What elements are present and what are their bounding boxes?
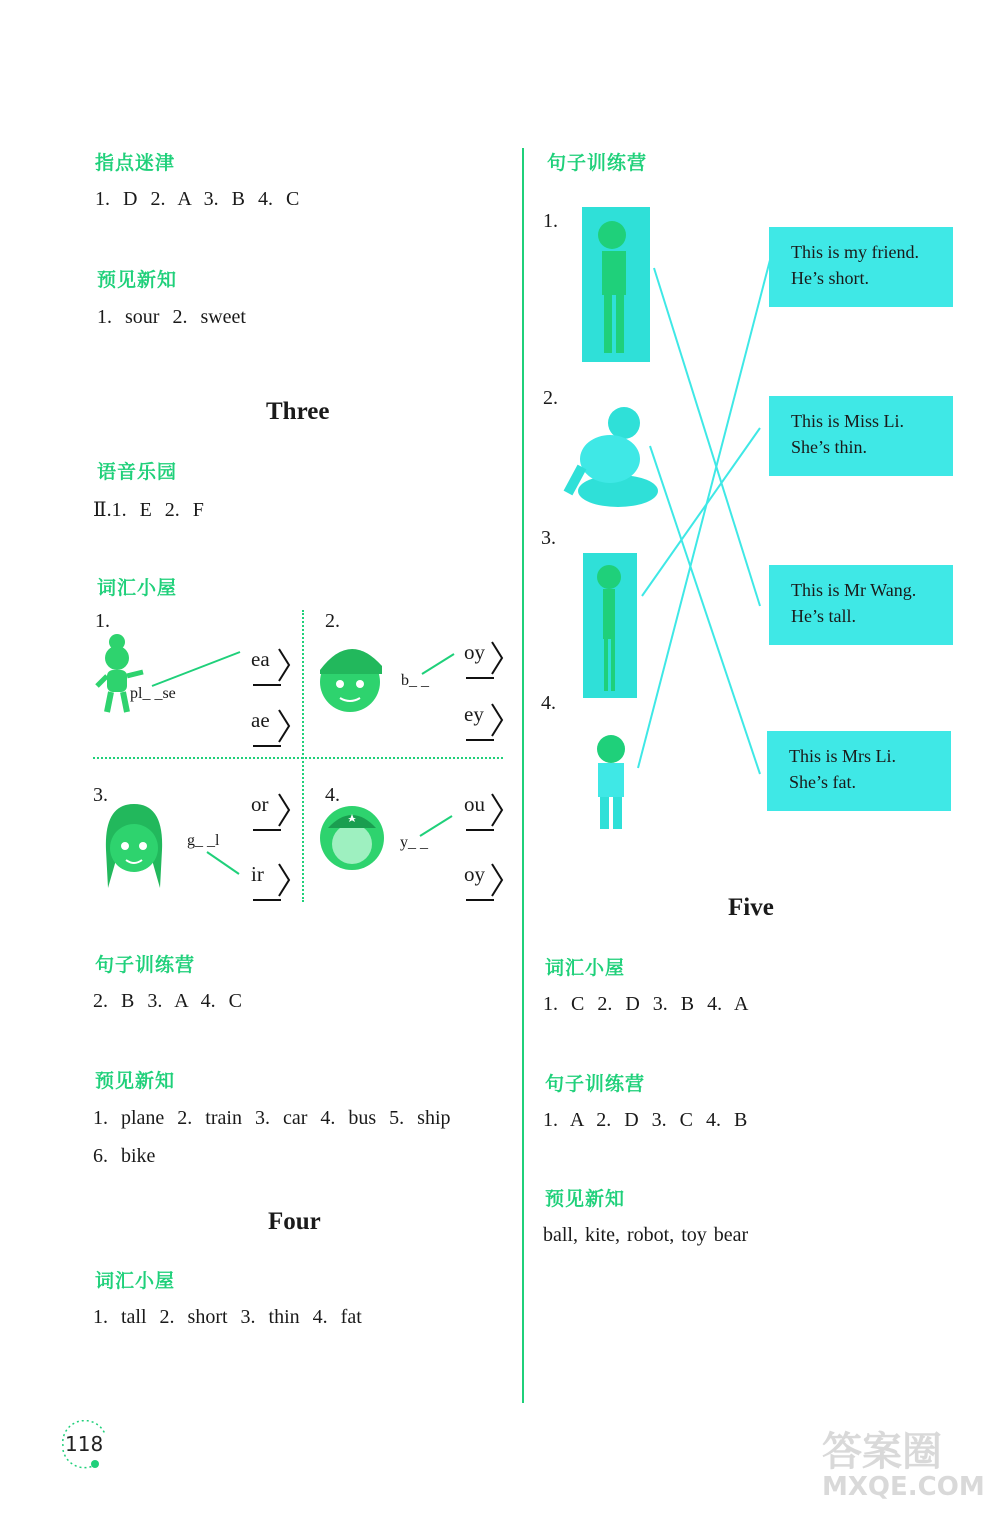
option-text: ae — [251, 708, 270, 732]
item-number: 1. — [95, 610, 110, 632]
answers-yujian-3-line1: 1. plane 2. train 3. car 4. bus 5. ship — [93, 1107, 451, 1129]
option-text: oy — [464, 862, 485, 886]
match-line — [205, 848, 249, 882]
heading-juzi-right: 句子训练营 — [547, 152, 648, 174]
figure-number: 3. — [541, 527, 556, 549]
heading-juzi-3: 句子训练营 — [95, 954, 196, 976]
unit-title-four: Four — [268, 1208, 321, 1235]
match-line — [420, 650, 460, 680]
unit-title-three: Three — [266, 398, 330, 425]
heading-cihui-4: 词汇小屋 — [95, 1270, 176, 1292]
column-divider — [522, 148, 524, 1403]
answers-yujian-5: ball, kite, robot, toy bear — [543, 1224, 749, 1246]
answers-juzi-5: 1. A 2. D 3. C 4. B — [543, 1109, 748, 1131]
option-box — [464, 860, 504, 896]
option-text: or — [251, 792, 269, 816]
word-blank: y_ _ — [400, 834, 428, 851]
answers-zhidian: 1. D 2. A 3. B 4. C — [95, 188, 300, 210]
heading-zhidian: 指点迷津 — [95, 152, 176, 174]
sentence-line: This is my friend. — [791, 242, 919, 262]
word-blank: g_ _l — [187, 832, 220, 849]
match-line — [418, 812, 462, 842]
item-number: 2. — [325, 610, 340, 632]
figure-number: 4. — [541, 692, 556, 714]
figure-number: 2. — [543, 387, 558, 409]
sentence-box — [769, 227, 953, 307]
sentence-box — [769, 565, 953, 645]
option-box — [464, 638, 504, 674]
sentence-line: This is Mrs Li. — [789, 746, 897, 766]
grid-divider-vertical — [302, 610, 304, 902]
unit-title-five: Five — [728, 894, 774, 921]
heading-cihui-5: 词汇小屋 — [545, 957, 626, 979]
girl-face-image — [96, 800, 172, 892]
grid-divider-horizontal — [93, 757, 503, 759]
option-box — [464, 700, 504, 736]
sentence-box — [769, 396, 953, 476]
word-blank: b_ _ — [401, 672, 429, 689]
watermark-logo: 答案圈 — [822, 1429, 942, 1475]
heading-juzi-5: 句子训练营 — [545, 1073, 646, 1095]
answers-juzi-3: 2. B 3. A 4. C — [93, 990, 242, 1012]
option-box — [251, 860, 291, 896]
sentence-line: He’s short. — [791, 268, 869, 288]
option-text: ey — [464, 702, 484, 726]
sentence-line: She’s thin. — [791, 437, 868, 457]
option-text: ou — [464, 792, 485, 816]
option-box — [251, 790, 291, 826]
sentence-line: She’s fat. — [789, 772, 856, 792]
option-text: ir — [251, 862, 264, 886]
watermark-url: MXQE.COM — [822, 1472, 985, 1502]
page-number: 118 — [65, 1432, 104, 1456]
option-box — [464, 790, 504, 826]
answers-cihui-4: 1. tall 2. short 3. thin 4. fat — [93, 1306, 362, 1328]
figure-number: 1. — [543, 210, 558, 232]
heading-yujian-3: 预见新知 — [95, 1070, 176, 1092]
answers-cihui-5: 1. C 2. D 3. B 4. A — [543, 993, 749, 1015]
short-boy-image — [588, 733, 634, 833]
match-line — [150, 640, 250, 690]
option-text: ea — [251, 647, 270, 671]
heading-yuyin: 语音乐园 — [97, 461, 178, 483]
heading-cihui-3: 词汇小屋 — [97, 577, 178, 599]
option-box — [251, 706, 291, 742]
heading-yujian-5: 预见新知 — [545, 1188, 626, 1210]
item-number: 4. — [325, 784, 340, 806]
option-text: oy — [464, 640, 485, 664]
answers-yujian-1: 1. sour 2. sweet — [97, 306, 246, 328]
sentence-box — [767, 731, 951, 811]
option-box — [251, 645, 291, 681]
sentence-line: This is Miss Li. — [791, 411, 905, 431]
matching-lines — [630, 240, 780, 800]
sentence-line: This is Mr Wang. — [791, 580, 917, 600]
thin-woman-image — [583, 553, 637, 698]
answers-yuyin: Ⅱ.1. E 2. F — [93, 499, 204, 521]
police-girl-image — [318, 800, 388, 876]
item-number: 3. — [93, 784, 108, 806]
heading-yujian-1: 预见新知 — [97, 269, 178, 291]
sentence-line: He’s tall. — [791, 606, 856, 626]
boy-cap-image — [312, 630, 390, 720]
word-blank: pl_ _se — [130, 685, 176, 702]
answers-yujian-3-line2: 6. bike — [93, 1145, 156, 1167]
